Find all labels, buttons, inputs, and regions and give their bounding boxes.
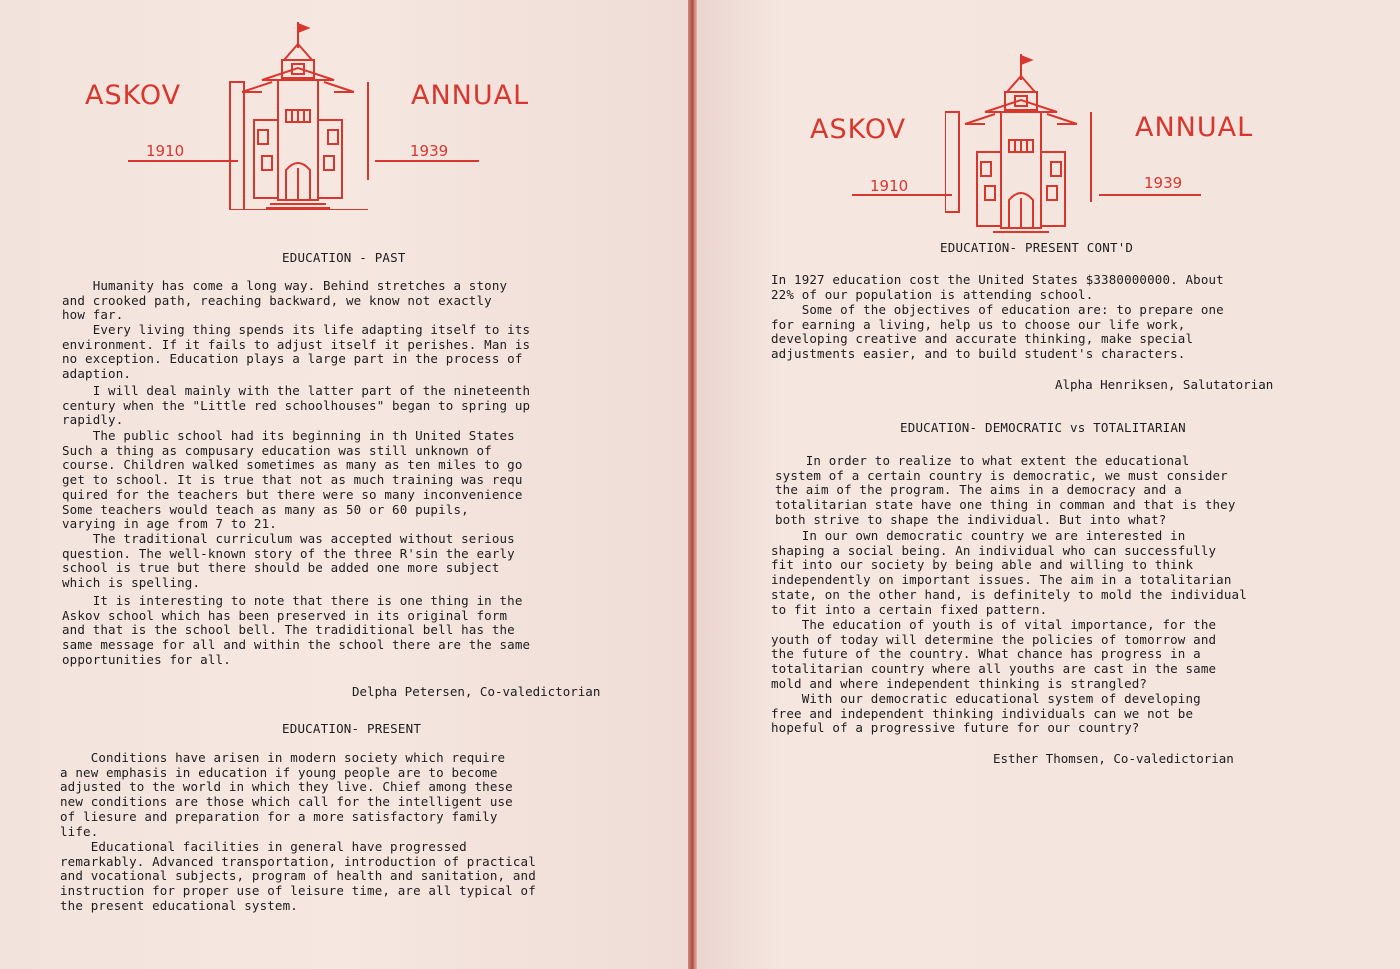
year-end: 1939	[410, 142, 449, 160]
signature-delpha-petersen: Delpha Petersen, Co-valedictorian	[352, 684, 601, 699]
past-paragraph: I will deal mainly with the latter part of the nineteenth century when the "Little red schoolhouses" began to spring up rapidly.	[62, 383, 531, 428]
right-page-header	[697, 0, 1400, 240]
askov-word: ASKOV	[85, 80, 182, 111]
signature-alpha-henriksen: Alpha Henriksen, Salutatorian	[1055, 377, 1274, 392]
schoolhouse-emblem	[222, 20, 382, 210]
section-title-present-contd: EDUCATION- PRESENT CONT'D	[940, 240, 1134, 255]
askov-word: ASKOV	[810, 114, 907, 145]
democratic-paragraph: In order to realize to what extent the educational system of a certain country is democratic, we must consider the aim of the program. The aims in a democracy and a totalitarian state have one thing in comman and that is they both strive to shape the individual. But into what?	[775, 453, 1236, 527]
left-page	[0, 0, 691, 969]
past-paragraph: The public school had its beginning in th United States Such a thing as compusary education was still unknown of course. Children walked sometimes as many as ten miles to go get to school. It is true that not as much training was requ quired for the teachers but there were so many inconvenience Some teachers would teach as many as 50 or 60 pupils, varying in age from 7 to 21.	[62, 428, 523, 532]
democratic-paragraph: With our democratic educational system of developing free and independent thinking individuals can we not be hopeful of a progressive future for our country?	[771, 691, 1201, 736]
signature-esther-thomsen: Esther Thomsen, Co-valedictorian	[993, 751, 1234, 766]
past-paragraph: The traditional curriculum was accepted without serious question. The well-known story of the three R'sin the early school is true but there should be added one more subject which is spelling.	[62, 531, 515, 591]
past-paragraph: Every living thing spends its life adapting itself to its environment. If it fails to adjust itself it perishes. Man is no exception. Education plays a large part in the process of adaption.	[62, 322, 531, 382]
year-start: 1910	[870, 177, 909, 195]
annual-word: ANNUAL	[411, 80, 530, 111]
past-paragraph: Humanity has come a long way. Behind stretches a stony and crooked path, reaching backward, we know not exactly how far.	[62, 278, 508, 323]
present-paragraph: Educational facilities in general have progressed remarkably. Advanced transportation, introduction of practical and vocational subjects, program of health and sanitation, and instruction for proper use of leisure time, are all typical of the present educational system.	[60, 839, 536, 913]
year-start: 1910	[146, 142, 185, 160]
schoolhouse-emblem	[945, 52, 1105, 242]
right-page	[697, 0, 1400, 969]
section-title-education-past: EDUCATION - PAST	[282, 250, 406, 265]
present-contd-paragraph: Some of the objectives of education are: to prepare one for earning a living, help us to choose our life work, developing creative and accurate thinking, make special adjustments easier, and to build student's characters.	[771, 302, 1224, 362]
section-title-education-present: EDUCATION- PRESENT	[282, 721, 422, 736]
left-page-header	[0, 0, 691, 230]
present-paragraph: Conditions have arisen in modern society which require a new emphasis in education if young people are to become adjusted to the world in which they live. Chief among these new conditions are those which call for the intelligent use of liesure and preparation for a more satisfactory family life.	[60, 750, 513, 839]
past-paragraph: It is interesting to note that there is one thing in the Askov school which has been preserved in its original form and that is the school bell. The tradiditional bell has the same message for all and within the school there are the same opportunities for all.	[62, 593, 531, 667]
header-rule-right	[1099, 194, 1201, 196]
present-contd-paragraph: In 1927 education cost the United States $3380000000. About 22% of our population is attending school.	[771, 272, 1224, 302]
section-title-democratic-vs-totalitarian: EDUCATION- DEMOCRATIC vs TOTALITARIAN	[900, 420, 1186, 435]
democratic-paragraph: In our own democratic country we are interested in shaping a social being. An individual who can successfully fit into our society by being able and willing to think independently on important issues. The aim in a totalitarian state, on the other hand, is definitely to mold the individual to fit into a certain fixed pattern.	[771, 528, 1247, 617]
header-rule-right	[375, 160, 479, 162]
democratic-paragraph: The education of youth is of vital importance, for the youth of today will determine the policies of tomorrow and the future of the country. What chance has progress in a totalitarian country where all youths are cast in the same mold and where independent thinking is strangled?	[771, 617, 1217, 691]
annual-word: ANNUAL	[1135, 112, 1254, 143]
year-end: 1939	[1144, 174, 1183, 192]
